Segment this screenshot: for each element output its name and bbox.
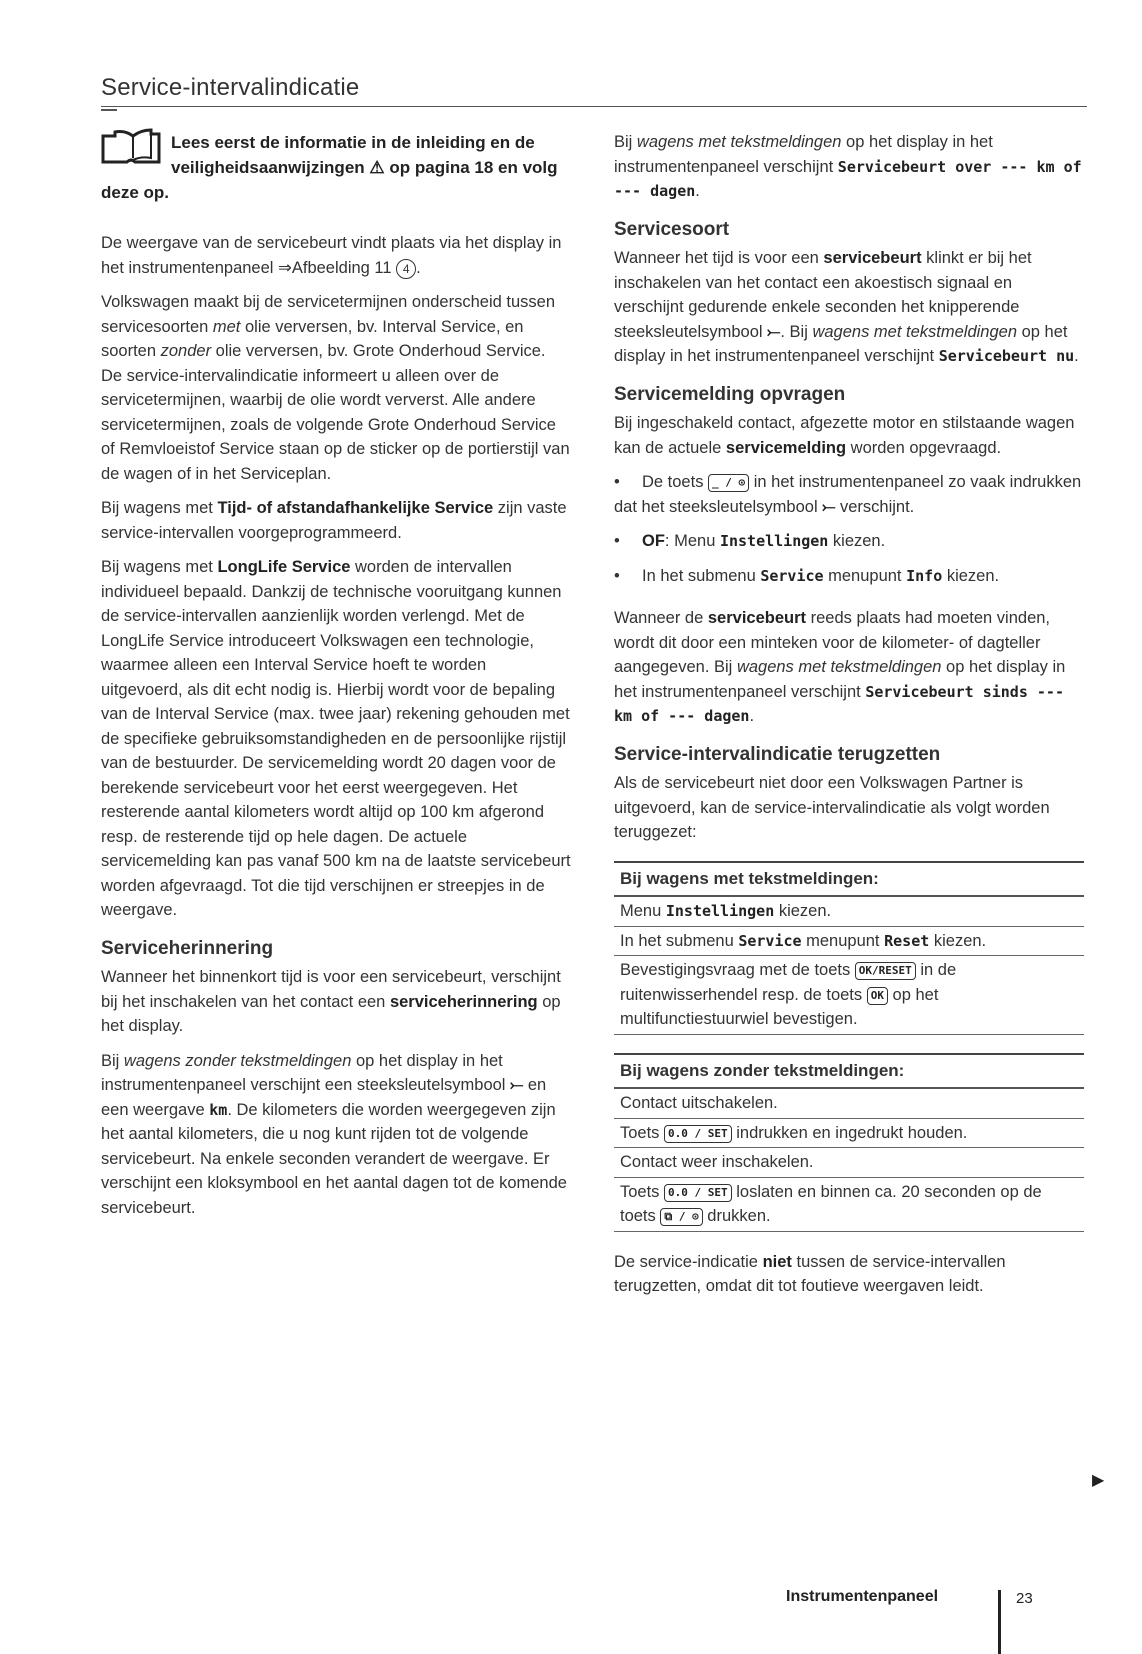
figure-ref-marker[interactable]: 4 [396, 259, 416, 279]
book-icon [101, 128, 163, 166]
step-row: Contact uitschakelen. [614, 1089, 1084, 1119]
key-clock-button: _ / ⊙ [708, 474, 749, 492]
step-row: Menu Instellingen kiezen. [614, 897, 1084, 927]
paragraph: Wanneer het binnenkort tijd is voor een servicebeurt, verschijnt bij het inschakelen van het contact een serviceherinnering op het display. [101, 968, 561, 1035]
key-ok-reset: OK/RESET [855, 962, 916, 980]
paragraph: De service-indicatie niet tussen de service-intervallen terugzetten, omdat dit tot foutieve weergaven leidt. [614, 1252, 1006, 1295]
page-title: Service-intervalindicatie [101, 74, 360, 101]
key-set: 0.0 / SET [664, 1184, 732, 1202]
section-heading-servicemelding-opvragen: Servicemelding opvragen [614, 383, 846, 405]
paragraph: De weergave van de servicebeurt vindt plaats via het display in het instrumentenpaneel ⇒Afbeelding 11 4 . [101, 234, 562, 277]
paragraph: Wanneer de servicebeurt reeds plaats had moeten vinden, wordt dit door een minteken voor de kilometer- of dagteller aangegeven. Bij wagens met tekstmeldingen op het display in het instrumentenpaneel verschijnt Servicebeurt sinds --- km of --- dagen. [614, 609, 1066, 725]
bullet-item: • In het submenu Service menupunt Info kiezen. [614, 566, 1000, 585]
key-set: 0.0 / SET [664, 1125, 732, 1143]
steps-header: Bij wagens met tekstmeldingen: [614, 861, 1084, 898]
section-heading-servicesoort: Servicesoort [614, 218, 730, 240]
page-number: 23 [1016, 1590, 1033, 1607]
paragraph: Bij wagens met tekstmeldingen op het display in het instrumentenpaneel verschijnt Servicebeurt over --- km of --- dagen. [614, 133, 1082, 200]
steps-without-text-messages [614, 1053, 1084, 1232]
bullet-item: • De toets _ / ⊙ in het instrumentenpaneel zo vaak indrukken dat het steeksleutelsymbool ⤚ verschijnt. [614, 470, 1084, 519]
continue-arrow-icon: ▶ [1092, 1472, 1105, 1489]
bullet-item: • OF: Menu Instellingen kiezen. [614, 532, 886, 550]
key-ok: OK [867, 987, 888, 1005]
steps-header: Bij wagens zonder tekstmeldingen: [614, 1053, 1084, 1090]
warning-icon: ⚠ [369, 158, 385, 177]
left-column [101, 130, 571, 1230]
title-tick [101, 109, 117, 111]
paragraph: Bij ingeschakeld contact, afgezette motor en stilstaande wagen kan de actuele servicemelding worden opgevraagd. [614, 414, 1075, 457]
step-row: In het submenu Service menupunt Reset kiezen. [614, 927, 1084, 957]
step-row: Contact weer inschakelen. [614, 1148, 1084, 1178]
title-rule [101, 106, 1087, 107]
footer-divider [998, 1590, 1001, 1654]
paragraph: Als de servicebeurt niet door een Volkswagen Partner is uitgevoerd, kan de service-intervalindicatie als volgt worden teruggezet: [614, 774, 1050, 841]
section-heading-serviceherinnering: Serviceherinnering [101, 937, 274, 959]
step-row: Bevestigingsvraag met de toets OK/RESET in de ruitenwisserhendel resp. de toets OK op het multifunctiestuurwiel bevestigen. [614, 956, 1084, 1035]
footer-section-label: Instrumentenpaneel [786, 1588, 939, 1605]
right-column [614, 130, 1084, 1309]
paragraph: Bij wagens met LongLife Service worden de intervallen individueel bepaald. Dankzij de technische vooruitgang kunnen de service-intervallen aanzienlijk worden verlengd. Met de LongLife Service introduceert Volkswagen een technologie, waarmee alleen een Interval Service hoeft te worden uitgevoerd, als dit echt nodig is. Hierbij wordt voor de bepaling van de Interval Service (max. twee jaar) rekening gehouden met de specifieke gebruiksomstandigheden en de persoonlijke rijstijl van de bestuurder. De servicemelding wordt 20 dagen voor de berekende servicebeurt voor het eerst weergegeven. Het resterende aantal kilometers wordt altijd op 100 km afgerond resp. de resterende tijd op hele dagen. De actuele servicemelding kan pas vanaf 500 km na de laatste servicebeurt worden afgevraagd. Tot die tijd verschijnen er streepjes in de weergave. [101, 558, 571, 919]
wrench-icon: ⤚ [822, 497, 836, 516]
step-row: Toets 0.0 / SET indrukken en ingedrukt houden. [614, 1119, 1084, 1149]
steps-with-text-messages [614, 861, 1084, 1035]
paragraph: Volkswagen maakt bij de servicetermijnen onderscheid tussen servicesoorten met olie verversen, bv. Interval Service, en soorten zonder olie verversen, bv. Grote Onderhoud Service. De service-intervalindicatie informeert u alleen over de servicetermijnen, waarbij de olie wordt ververst. Alle andere servicetermijnen, zoals de volgende Grote Onderhoud Service of Remvloeistof Service staan op de sticker op de portierstijl van de wagen of in het Serviceplan. [101, 293, 570, 483]
paragraph: Bij wagens met Tijd- of afstandafhankelijke Service zijn vaste service-intervallen voorgeprogrammeerd. [101, 499, 567, 542]
step-row: Toets 0.0 / SET loslaten en binnen ca. 20 seconden op de toets ⧉ / ⊙ drukken. [614, 1178, 1084, 1232]
key-trip-clock: ⧉ / ⊙ [660, 1208, 702, 1226]
wrench-icon: ⤚ [510, 1076, 524, 1094]
paragraph: Bij wagens zonder tekstmeldingen op het display in het instrumentenpaneel verschijnt een steeksleutelsymbool ⤚ en een weergave km. De kilometers die worden weergegeven zijn het aantal kilometers, die u nog kunt rijden tot de volgende servicebeurt. Na enkele seconden verandert de weergave. Er verschijnt een kloksymbool en het aantal dagen tot de komende servicebeurt. [101, 1051, 567, 1217]
intro-notice: Lees eerst de informatie in de inleiding en de veiligheidsaanwijzingen ⚠ op pagina 18 en volg deze op. [101, 130, 571, 205]
wrench-icon: ⤚ [767, 322, 781, 341]
section-heading-terugzetten: Service-intervalindicatie terugzetten [614, 743, 941, 765]
paragraph: Wanneer het tijd is voor een servicebeurt klinkt er bij het inschakelen van het contact een akoestisch signaal en verschijnt gedurende enkele seconden het knipperende steeksleutelsymbool ⤚. Bij wagens met tekstmeldingen op het display in het instrumentenpaneel verschijnt Servicebeurt nu. [614, 249, 1079, 365]
